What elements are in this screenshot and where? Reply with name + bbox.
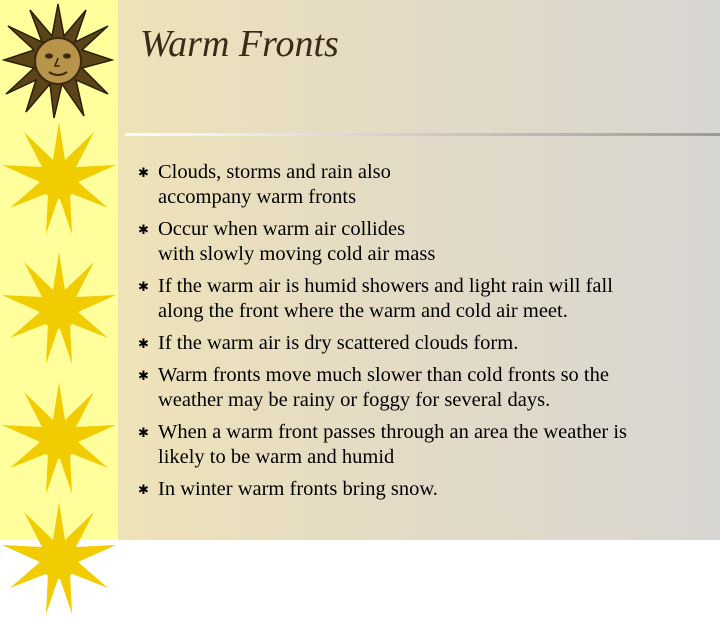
asterisk-icon: ✱ [138, 279, 149, 294]
bullet-text: In winter warm fronts bring snow. [158, 478, 438, 500]
list-item [138, 331, 718, 356]
asterisk-icon: ✱ [138, 368, 149, 383]
list-item [138, 217, 718, 267]
bullet-text: If the warm air is humid showers and light rain will fall along the front where the warm and cold air meet. [158, 275, 613, 322]
bullet-list [138, 160, 718, 509]
sunburst-icon [0, 380, 118, 498]
asterisk-icon: ✱ [138, 482, 149, 497]
sunburst-icon [0, 120, 118, 238]
list-item [138, 160, 718, 210]
bullet-text: When a warm front passes through an area the weather is likely to be warm and humid [158, 421, 628, 468]
sunburst-icon [0, 500, 118, 618]
sun-face-emblem-icon [2, 2, 114, 120]
list-item [138, 363, 718, 413]
asterisk-icon: ✱ [138, 336, 149, 351]
bullet-text: If the warm air is dry scattered clouds form. [158, 332, 519, 354]
bullet-text: Occur when warm air collides with slowly moving cold air mass [158, 218, 436, 265]
list-item [138, 420, 718, 470]
list-item [138, 477, 718, 502]
bullet-text: Warm fronts move much slower than cold fronts so the weather may be rainy or foggy for several days. [158, 364, 609, 411]
slide-title: Warm Fronts [140, 23, 339, 65]
list-item [138, 274, 718, 324]
title-divider [125, 133, 720, 136]
asterisk-icon: ✱ [138, 425, 149, 440]
bullet-text: Clouds, storms and rain also accompany warm fronts [158, 161, 391, 208]
sunburst-icon [0, 250, 118, 368]
asterisk-icon: ✱ [138, 165, 149, 180]
asterisk-icon: ✱ [138, 222, 149, 237]
